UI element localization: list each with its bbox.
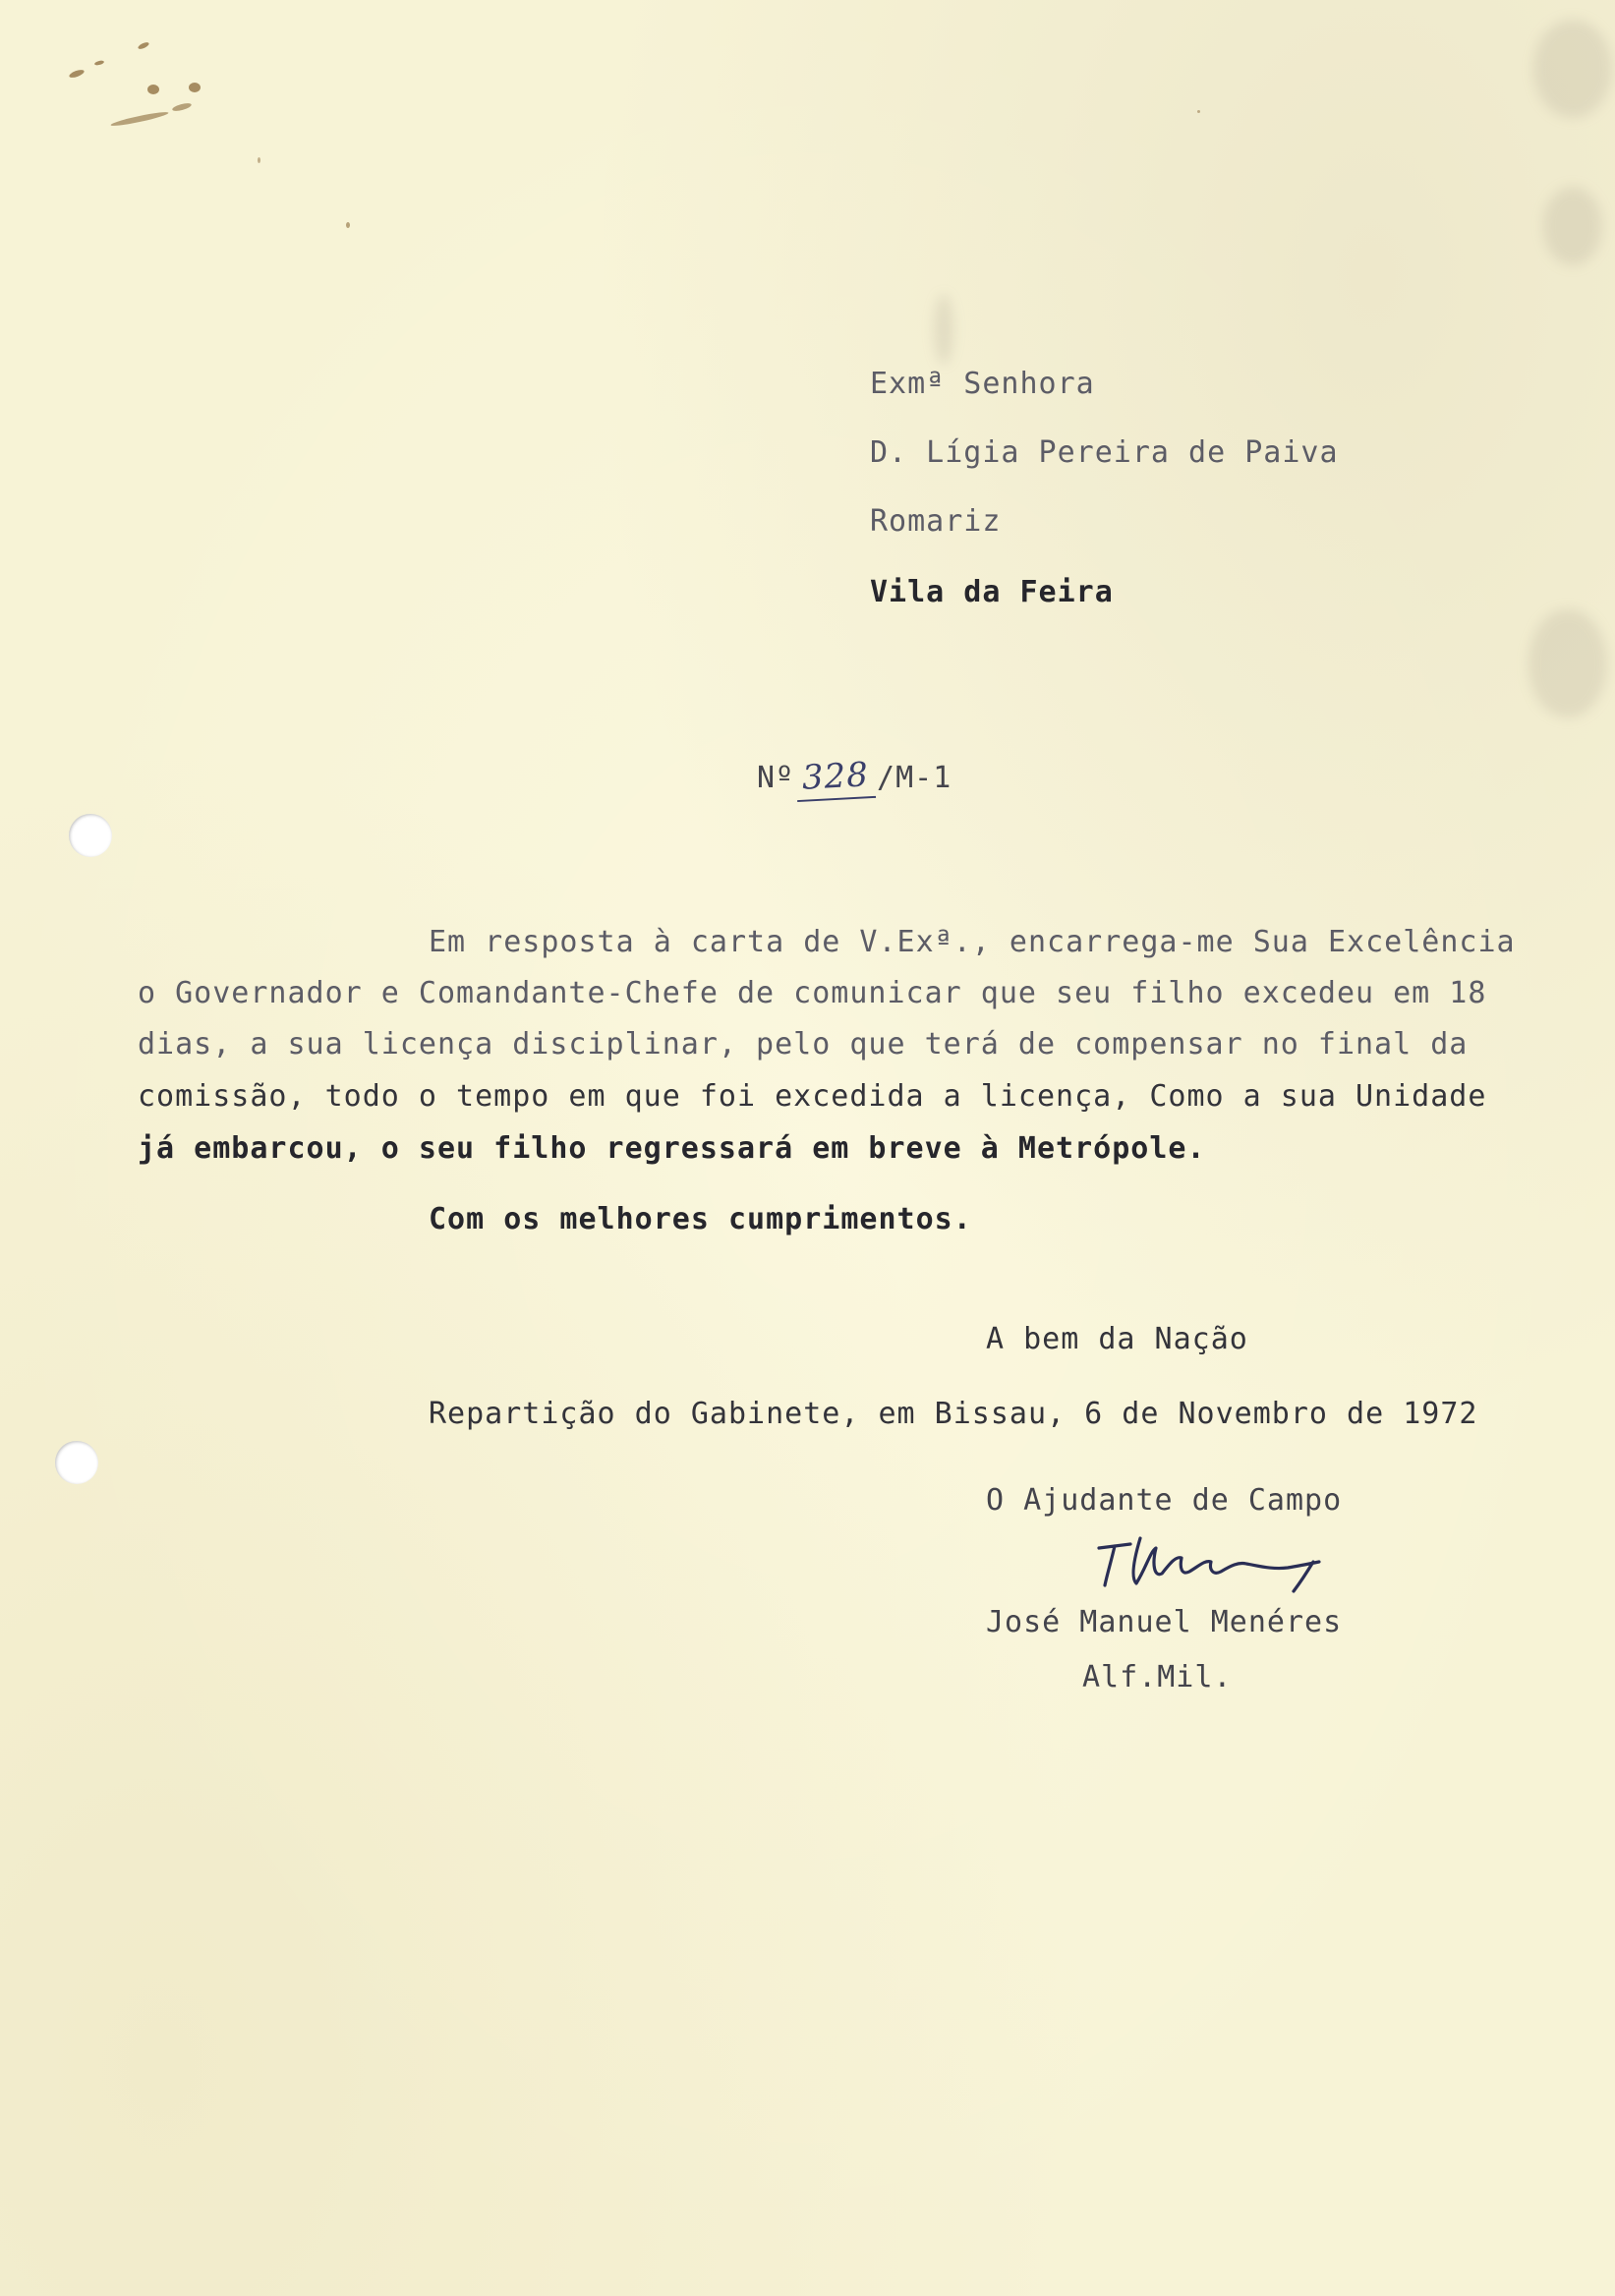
- signatory-rank: Alf.Mil.: [1082, 1660, 1233, 1694]
- reference-prefix: Nº: [757, 761, 795, 795]
- ink-stain: [94, 60, 105, 66]
- body-line-1: Em resposta à carta de V.Exª., encarrega-me Sua Excelência: [429, 925, 1516, 959]
- reference-number: [757, 757, 952, 800]
- ink-stain: [147, 85, 159, 94]
- addressee-locality: Romariz: [870, 504, 1002, 539]
- signatory-role: O Ajudante de Campo: [986, 1483, 1343, 1518]
- smudge: [1533, 20, 1612, 118]
- smudge: [934, 295, 953, 364]
- ink-speck: [346, 222, 350, 228]
- reference-suffix: /M-1: [877, 761, 952, 795]
- body-line-5: já embarcou, o seu filho regressará em breve à Metrópole.: [138, 1131, 1206, 1166]
- ink-stain: [138, 41, 150, 51]
- ink-stain: [110, 110, 169, 128]
- smudge: [1528, 609, 1607, 718]
- smudge: [1543, 187, 1602, 265]
- handwritten-signature: [1091, 1509, 1347, 1597]
- addressee-town: Vila da Feira: [870, 575, 1114, 609]
- motto: A bem da Nação: [986, 1322, 1248, 1356]
- ink-speck: [1197, 110, 1200, 113]
- signatory-name: José Manuel Menéres: [986, 1605, 1343, 1639]
- ink-stain: [189, 83, 201, 92]
- closing-line: Com os melhores cumprimentos.: [429, 1202, 972, 1236]
- punch-hole-bottom: [55, 1441, 98, 1484]
- addressee-name: D. Lígia Pereira de Paiva: [870, 435, 1339, 470]
- punch-hole-top: [69, 814, 112, 857]
- ink-speck: [258, 157, 260, 163]
- ink-stain: [68, 68, 85, 79]
- body-line-4: comissão, todo o tempo em que foi excedida a licença, Como a sua Unidade: [138, 1079, 1487, 1114]
- ink-stain: [172, 102, 193, 113]
- addressee-title: Exmª Senhora: [870, 367, 1095, 401]
- body-line-3: dias, a sua licença disciplinar, pelo que terá de compensar no final da: [138, 1027, 1469, 1062]
- body-line-2: o Governador e Comandante-Chefe de comunicar que seu filho excedeu em 18: [138, 976, 1487, 1010]
- reference-handwritten-number: 328: [795, 755, 876, 802]
- place-date: Repartição do Gabinete, em Bissau, 6 de Novembro de 1972: [429, 1397, 1478, 1431]
